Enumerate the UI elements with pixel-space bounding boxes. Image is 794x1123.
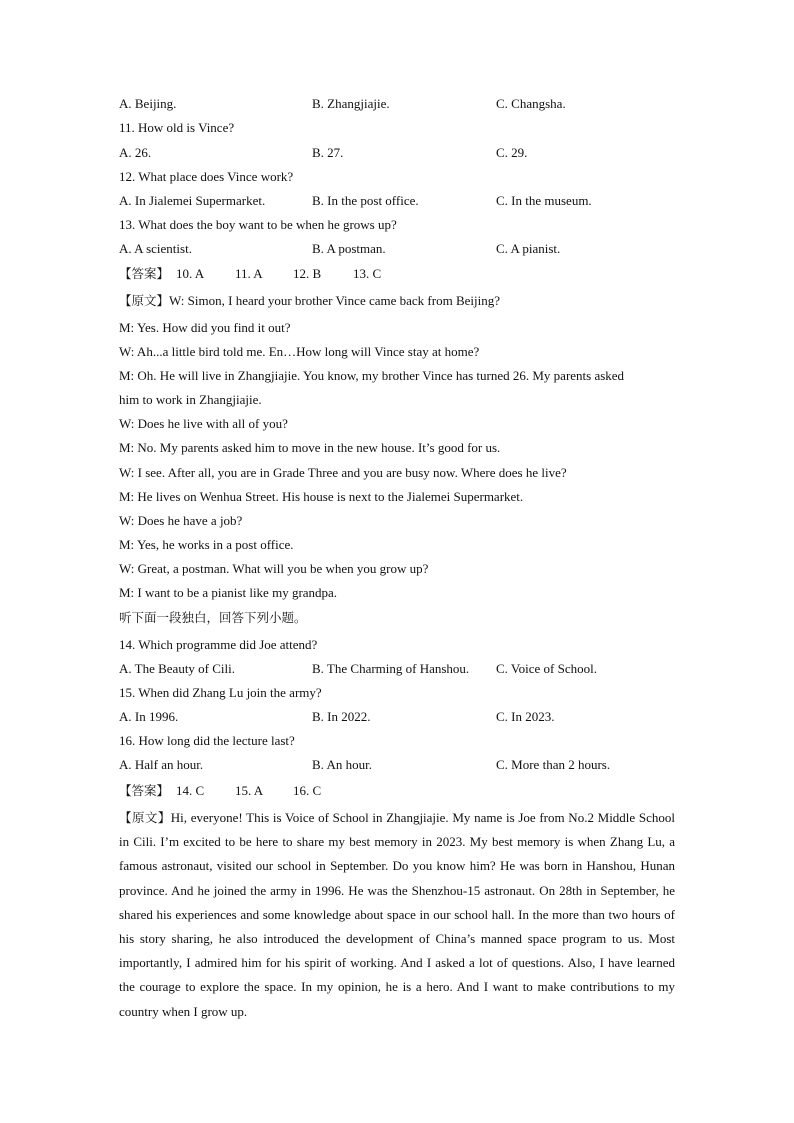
transcript-1-line: M: He lives on Wenhua Street. His house is next to the Jialemei Supermarket. bbox=[119, 489, 524, 504]
transcript-1-opening: W: Simon, I heard your brother Vince came back from Beijing? bbox=[169, 293, 500, 308]
transcript-1-line: W: Ah...a little bird told me. En…How long will Vince stay at home? bbox=[119, 344, 480, 359]
transcript-1-line: M: No. My parents asked him to move in the new house. It’s good for us. bbox=[119, 440, 501, 455]
transcript-1-line: M: Oh. He will live in Zhangjiajie. You know, my brother Vince has turned 26. My parents asked bbox=[119, 368, 625, 383]
transcript-1-line: M: Yes. How did you find it out? bbox=[119, 320, 291, 335]
q14-option-b: B. The Charming of Hanshou. bbox=[312, 661, 470, 676]
q10-option-a: A. Beijing. bbox=[119, 96, 177, 111]
q15-options bbox=[119, 709, 679, 725]
answer-16: 16. C bbox=[293, 783, 322, 798]
q11-options bbox=[119, 145, 679, 161]
q11-stem: 11. How old is Vince? bbox=[119, 120, 235, 135]
q12-stem: 12. What place does Vince work? bbox=[119, 169, 294, 184]
q11-option-c: C. 29. bbox=[496, 145, 528, 160]
answer-14: 14. C bbox=[176, 783, 205, 798]
answer-11: 11. A bbox=[235, 266, 263, 281]
answer-tag: 【答案】 bbox=[119, 783, 170, 798]
answers-2 bbox=[119, 783, 679, 799]
q15-option-b: B. In 2022. bbox=[312, 709, 371, 724]
transcript-1-line: W: Does he live with all of you? bbox=[119, 416, 288, 431]
q10-option-c: C. Changsha. bbox=[496, 96, 566, 111]
transcript-2-paragraph bbox=[119, 806, 675, 1024]
q13-stem: 13. What does the boy want to be when he grows up? bbox=[119, 217, 397, 232]
q12-option-b: B. In the post office. bbox=[312, 193, 419, 208]
transcript-tag: 【原文】 bbox=[119, 293, 170, 308]
answer-12: 12. B bbox=[293, 266, 322, 281]
q16-options bbox=[119, 757, 679, 773]
transcript-1-line: W: Does he have a job? bbox=[119, 513, 243, 528]
q14-option-a: A. The Beauty of Cili. bbox=[119, 661, 236, 676]
q14-option-c: C. Voice of School. bbox=[496, 661, 597, 676]
answer-10: 10. A bbox=[176, 266, 205, 281]
q12-options bbox=[119, 193, 679, 209]
transcript-1-line: W: Great, a postman. What will you be when you grow up? bbox=[119, 561, 429, 576]
q13-option-c: C. A pianist. bbox=[496, 241, 561, 256]
answer-15: 15. A bbox=[235, 783, 264, 798]
answer-13: 13. C bbox=[353, 266, 382, 281]
answer-tag: 【答案】 bbox=[119, 266, 170, 281]
q14-options bbox=[119, 661, 679, 677]
q16-stem: 16. How long did the lecture last? bbox=[119, 733, 295, 748]
q12-option-a: A. In Jialemei Supermarket. bbox=[119, 193, 266, 208]
q15-stem: 15. When did Zhang Lu join the army? bbox=[119, 685, 322, 700]
q13-option-a: A. A scientist. bbox=[119, 241, 192, 256]
q12-option-c: C. In the museum. bbox=[496, 193, 592, 208]
q15-option-a: A. In 1996. bbox=[119, 709, 179, 724]
q14-stem: 14. Which programme did Joe attend? bbox=[119, 637, 318, 652]
q13-option-b: B. A postman. bbox=[312, 241, 386, 256]
q11-option-b: B. 27. bbox=[312, 145, 344, 160]
q11-option-a: A. 26. bbox=[119, 145, 152, 160]
transcript-1-first-line bbox=[119, 293, 679, 309]
q13-options bbox=[119, 241, 679, 257]
q10-option-b: B. Zhangjiajie. bbox=[312, 96, 390, 111]
section-instruction: 听下面一段独白，回答下列小题。 bbox=[119, 610, 307, 625]
transcript-1-line: M: I want to be a pianist like my grandpa. bbox=[119, 585, 338, 600]
q16-option-b: B. An hour. bbox=[312, 757, 372, 772]
q15-option-c: C. In 2023. bbox=[496, 709, 555, 724]
answers-1 bbox=[119, 266, 679, 282]
q16-option-a: A. Half an hour. bbox=[119, 757, 204, 772]
q16-option-c: C. More than 2 hours. bbox=[496, 757, 611, 772]
transcript-1-line: him to work in Zhangjiajie. bbox=[119, 392, 262, 407]
q10-options bbox=[119, 96, 679, 112]
transcript-tag: 【原文】 bbox=[119, 810, 171, 825]
transcript-1-line: M: Yes, he works in a post office. bbox=[119, 537, 294, 552]
transcript-2-text: Hi, everyone! This is Voice of School in Zhangjiajie. My name is Joe from No.2 Middle School in Cili. I’m excited to be here to share my best memory in 2023. My best memory is when Zhang Lu, a famous astronaut, visited our school in September. Do you know him? He was born in Hanshou, Hunan province. And he joined the army in 1996. He was the Shenzhou-15 astronaut. On 28th in September, he shared his experiences and some knowledge about space in our school hall. In the more than two hours of his story sharing, he also introduced the development of China’s manned space program to us. Most importantly, I admired him for his spirit of working. And I asked a lot of questions. Also, I have learned the courage to explore the space. In my opinion, he is a hero. And I want to make contributions to my country when I grow up. bbox=[119, 810, 675, 1019]
transcript-1-line: W: I see. After all, you are in Grade Three and you are busy now. Where does he live? bbox=[119, 465, 567, 480]
